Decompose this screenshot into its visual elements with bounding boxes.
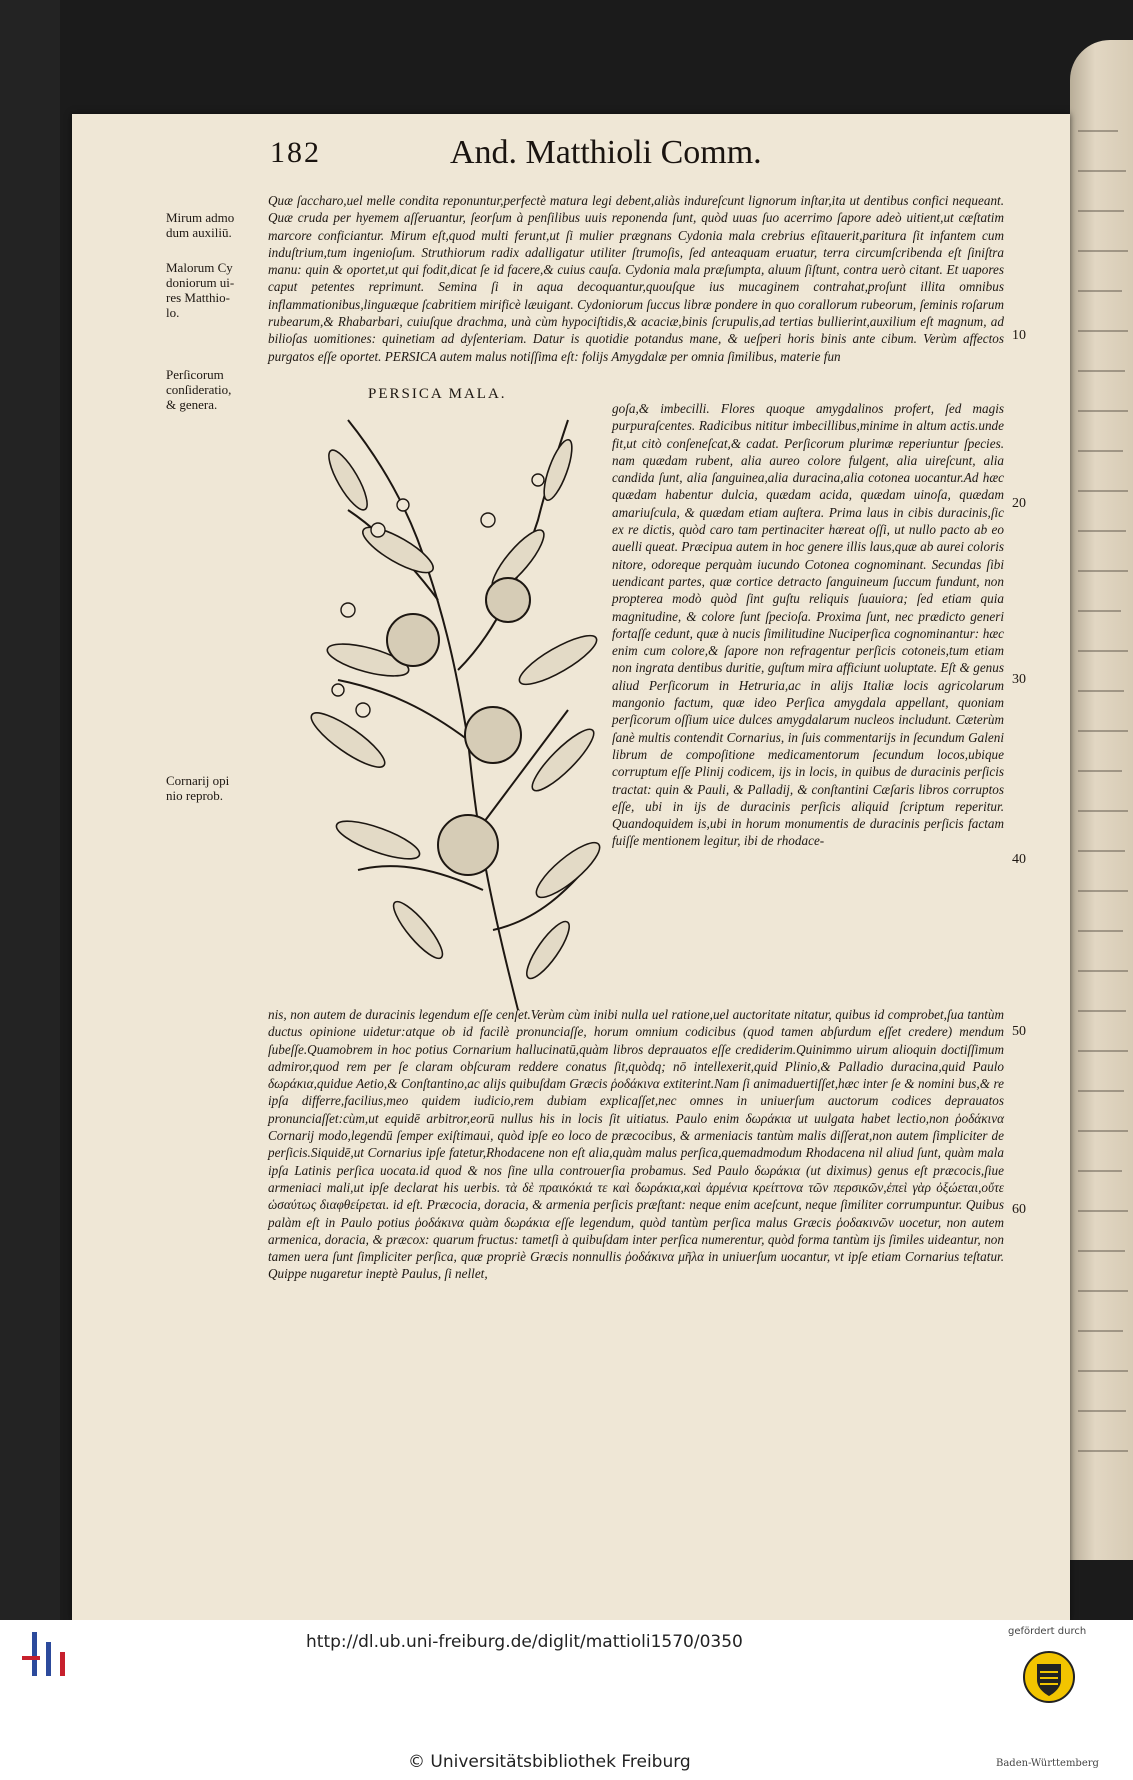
margin-note-2: Malorum Cy doniorum ui- res Matthio- lo. — [166, 260, 235, 320]
line-number: 30 — [1012, 672, 1026, 687]
plate-title: PERSICA MALA. — [368, 386, 507, 402]
margin-note-3: Perſicorum conſideratio, & genera. — [166, 367, 232, 412]
state-crest-icon — [1022, 1650, 1076, 1704]
margin-note-4: Cornarij opi nio reprob. — [166, 773, 230, 803]
body-text-right: goſa,& imbecilli. Flores quoque amygdalinos profert, ſed magis purpuraſcentes. Radicibus nititur imbecillibus,minime in altum actis.unde fit,ut citò conſeneſcat,& cadat. Perſicorum plurimæ reperiuntur ſpecies. nam quædam rubent, alia aureo colore fulgent, alia uireſcunt, alia candida ſunt, alia ſanguinea,alia duracina,alia cotonea uocantur.Ad hæc quædam habentur dulcia, quædam acida, quædam uinoſa, quædam amariuſcula, & quædam etiam auſtera. Prima laus in cibis duracinis,ſic ex re dictis, quòd caro tam pertinaciter hæreat oſſi, ut nullo pacto ab eo auelli queat. Præcipua autem in hoc genere illis laus,quæ ab aurei coloris nitore, odoreque perquàm iucundo Cotonea cognominant. Secundas ſibi uendicant partes, quæ cortice detracto ſanguineum ſuccum fundunt, non propterea modò quòd ſint guſtu reliquis ſuauiora; ſed etiam quia magnitudine, & colore ſunt ſpecioſa. Proxima ſunt, nec prædicto generi fortaſſe cedunt, quæ à nucis ſimilitudine Nuciperſica cognominantur: hæc enim cum colore,& ſapore non refragentur perſicis cotoneis,tum etiam non ingrata dentibus duritie, guſtum mira afficiunt uoluptate. Eſt & genus aliud Perſicorum in Hetruria,ac in alijs Italiæ locis agricolarum mangonio factum, quæ ideo Perſica amygdala appellant, quoniam perſicorum oſſium uice dulces amygdalarum nucleos includunt. Cæterùm ſanè multis contendit Cornarius, in ſuis commentarijs in ſecundum Galeni librum de compoſitione medicamentorum ſecundum locos,ubique corruptum eſſe Plinij codicem, ijs in locis, in quibus de duracinis perſicis tractat: quin & Pauli, & Palladij, & conſtantini Cæſaris libros corruptos eſſe, ubi in ijs de duracinis perſicis aliquid ſcriptum reperitur. Quandoquidem is,ubi in horum monumentis de duracinis perſicis factam fuiſſe mentionem legitur, ibi de rhodace- — [612, 401, 1004, 849]
margin-note-1: Mirum admo dum auxiliū. — [166, 210, 235, 240]
book-edge-left — [0, 0, 60, 1620]
facing-page-edge — [1070, 40, 1133, 1560]
line-number: 50 — [1012, 1024, 1026, 1039]
line-number: 60 — [1012, 1202, 1026, 1217]
page-title: And. Matthioli Comm. — [450, 134, 762, 171]
funded-by-label: gefördert durch — [1008, 1626, 1087, 1637]
page-number: 182 — [270, 136, 321, 169]
line-number: 20 — [1012, 496, 1026, 511]
document-url[interactable]: http://dl.ub.uni-freiburg.de/diglit/mattioli1570/0350 — [306, 1632, 743, 1652]
funder-label: Baden-Württemberg — [996, 1758, 1099, 1769]
book-page — [72, 114, 1070, 1620]
line-number: 40 — [1012, 852, 1026, 867]
library-logo-icon — [22, 1628, 78, 1678]
body-text-bottom: nis, non autem de duracinis legendum eſſe cenſet.Verùm cùm inibi nulla uel ratione,uel auctoritate nitatur, quibus id comprobet,ſua tantùm ductus opinione uidetur:atque ob id facilè pronunciaſſe, horum omnium codicibus (quod tamen abſurdum eſſet credere) mendum ſubeſſe.Quamobrem in hoc potius Cornarium hallucinatū,quàm libros deprauatos eſſe crediderim.Quinimmo uirum alioquin doctiſſimum admiror,quod rem per ſe claram obſcuram reddere conatus ſit,quòdq; nō intellexerit,quid Plinio,& Palladio duracina,quid Paulo δωράκια,quidue Aetio,& Conſtantino,ac alijs quibuſdam Græcis ῥοδάκινα extiterint.Nam ſi animaduertiſſet,hæc inter ſe & nomini bus,& re ipſa differre,facilius,meo quidem iudicio,rem dubiam explicaſſet,nec omnes in uniuerſum auctorum codices deprauatos pronunciaſſet:cùm,ut equidē arbitror,eorū nullus his in locis ſit uitiatus. Paulo enim δωράκια ut uulgata habet lectio,non ῥοδάκινα Cornarij modo,legendū ſemper exiſtimaui, quòd ipſe eo loco de præcocibus, & armeniacis tantùm malis diſſerat,non autem ſimpliciter de perſicis.Siquidē,ut Cornarius ipſe fatetur,Rhodacene non eſt alia,quàm malus perſica,quemadmodum Rhodacena nil aliud ſunt, quàm mala ipſa Latinis perſica uocata.id quod & nos ſine ulla controuerſia probamus. Sed Paulo δωράκια (ut diximus) genus eſt præcocis,ſiue armeniaci mali,ut ipſe declarat his uerbis. τὰ δὲ πραικόκιά τε καὶ δωράκια,καὶ ἀρμένια κρείττονα τῶν περσικῶν,ἐπεὶ γὰρ ὀξώεται,οὔτε ὡσαύτως διαφθείρεται. id eſt. Præcocia, doracia, & armenia perſicis præſtant: neque enim aceſcunt, neque ſimiliter corrumpuntur. Quibus palàm eſt in Paulo potius ῥοδάκινα quàm δωράκια eſſe legendum, quòd tantùm perſica malus Græcis ῥοδακινῶν uocetur, non autem armenica, doracia, & præcox: quarum fructus: tametſi à quibuſdam inter perſica numerentur, quòd forma tantùm ijs ſimiles uideantur, non tamen uera ſunt ſimpliciter perſica, quæ propriè Græcis nonnullis ῥοδάκινα μῆλα in uniuerſum uocantur, vt ipſe etiam Cornarius teſtatur. Quippe nugaretur ineptè Paulus, ſi nellet, — [268, 1007, 1004, 1282]
line-number: 10 — [1012, 328, 1026, 343]
copyright-notice: © Universitätsbibliothek Freiburg — [408, 1752, 691, 1772]
peach-branch-woodcut — [308, 410, 608, 1016]
body-text-top: Quæ ſaccharo,uel melle condita reponuntur,perfectè matura legi debent,aliàs indureſcunt lignorum inſtar,ita ut dentibus confici nequeant. Quæ cruda per hyemem aſſeruantur, ſeorſum à penſilibus uuis reponenda ſunt, quòd uuas ſuo acerrimo ſapore adeò uitient,ut cæſtatim marcore conficiantur. Mirum eſt,quod multi ferunt,ut ſi mulier prægnans Cydonia mala crebrius eſitauerit,paritura ſit infantem cum induſtrium,tum ingenioſum. Struthiorum radix adalligatur utiliter ſtrumoſis, ſed anteaquam eruatur, terra circumſcribenda eſt ſiniſtra manu: quin & oportet,ut qui fodit,dicat ſe id facere,& cuius cauſa. Cydonia mala præſumpta, aluum ſiſtunt, contra uerò citant. Et uapores caput petentes reprimunt. Semina ſi in aqua decoquantur,quouſque ius mucaginem contrahat,proſunt illita omnibus inflammationibus,linguæque ſcabritiem mirificè læuigant. Cydoniorum ſuccus libræ pondere in quo corallorum rubeorum, ſeminis roſarum rubearum,& Rhabarbari, cuiuſque drachma, unà cùm hypociſtidis,& acaciæ,binis ſcrupulis,ad tertias bullierint,auxilium eſt magnum, ad bilioſas uomitiones: quinetiam ad dyſenteriam. Datur is quotidie potandus mane, & ueſperi horis binis ante cibum. Verùm affectos purgatos eſſe oportet. PERSICA autem malus notiſſima eſt: folijs Amygdalæ per omnia ſimilibus, materie fun — [268, 193, 1004, 364]
running-head — [270, 136, 970, 176]
